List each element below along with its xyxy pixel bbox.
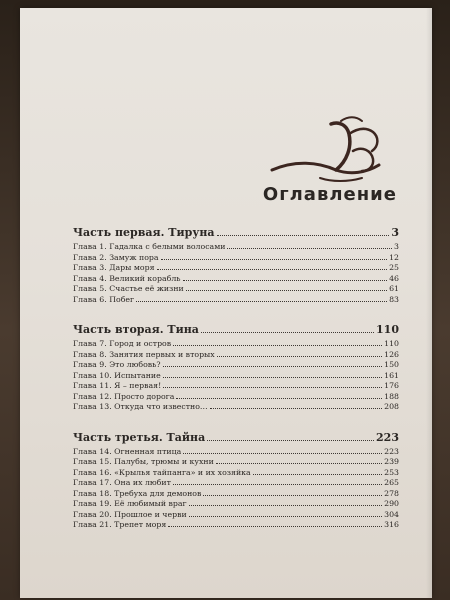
chapter-page-number: 12 [389, 252, 399, 262]
dot-leader [176, 398, 382, 399]
dot-leader [217, 356, 382, 357]
chapter-page-number: 161 [384, 370, 399, 380]
chapter-title: Глава 13. Откуда что известно… [73, 402, 208, 411]
book-page [20, 8, 432, 598]
chapter-title: Глава 12. Просто дорога [73, 391, 175, 401]
chapter-page-number: 25 [389, 263, 399, 272]
chapter-page-number: 290 [384, 499, 399, 508]
chapter-page-number: 126 [384, 349, 399, 359]
chapter-title: Глава 8. Занятия первых и вторых [73, 349, 215, 359]
part-page-number: 110 [376, 323, 399, 336]
dot-leader [163, 366, 383, 367]
chapter-title: Глава 14. Огненная птица [73, 446, 182, 456]
dot-leader [227, 248, 392, 249]
chapter-row [73, 350, 399, 361]
chapter-title: Глава 10. Испытание [73, 370, 161, 380]
chapter-page-number: 110 [384, 339, 399, 348]
chapter-row [73, 457, 399, 468]
dot-leader [253, 474, 382, 475]
chapter-page-number: 46 [389, 273, 399, 283]
chapter-page-number: 265 [384, 478, 399, 487]
chapter-page-number: 253 [384, 467, 399, 477]
chapter-row [73, 360, 399, 371]
chapter-page-number: 239 [384, 457, 399, 466]
chapter-page-number: 208 [384, 402, 399, 411]
dot-leader [207, 440, 374, 441]
part-title: Часть первая. Тируна [73, 226, 215, 239]
dot-leader [168, 526, 382, 527]
chapter-title: Глава 9. Это любовь? [73, 360, 161, 369]
dot-leader [163, 377, 382, 378]
chapter-title: Глава 1. Гадалка с белыми волосами [73, 242, 226, 251]
part-page-number: 3 [391, 226, 399, 239]
chapter-row [73, 371, 399, 382]
toc-part [73, 226, 399, 305]
chapter-row [73, 381, 399, 392]
dot-leader [189, 516, 382, 517]
part-title: Часть третья. Тайна [73, 430, 206, 444]
chapter-page-number: 83 [389, 294, 399, 304]
chapter-title: Глава 5. Счастье её жизни [73, 284, 184, 293]
chapter-title: Глава 18. Требуха для демонов [73, 488, 202, 498]
toc-part [73, 431, 399, 531]
chapter-row [73, 499, 399, 510]
part-title: Часть вторая. Тина [73, 323, 199, 336]
chapter-title: Глава 4. Великий корабль [73, 273, 181, 283]
chapter-row [73, 520, 399, 531]
page-edge-shadow [426, 8, 432, 598]
chapter-title: Глава 21. Трепет моря [73, 520, 167, 529]
chapter-page-number: 223 [384, 446, 399, 456]
part-row [73, 226, 399, 239]
dot-leader [183, 280, 388, 281]
part-row [73, 431, 399, 444]
chapter-page-number: 316 [384, 520, 399, 529]
chapter-row [73, 274, 399, 285]
dot-leader [216, 463, 382, 464]
chapter-row [73, 339, 399, 350]
part-page-number: 223 [376, 430, 399, 444]
dot-leader [217, 235, 390, 236]
part-row [73, 323, 399, 336]
chapter-row [73, 253, 399, 264]
chapter-row [73, 402, 399, 413]
dot-leader [210, 408, 382, 409]
dot-leader [157, 269, 388, 270]
chapter-title: Глава 20. Прошлое и черви [73, 509, 187, 519]
chapter-row [73, 447, 399, 458]
chapter-title: Глава 19. Её любимый враг [73, 499, 187, 508]
chapter-title: Глава 11. Я – первая! [73, 381, 162, 390]
chapter-row [73, 510, 399, 521]
chapter-page-number: 304 [384, 509, 399, 519]
chapter-page-number: 61 [389, 284, 399, 293]
chapter-row [73, 263, 399, 274]
chapter-title: Глава 2. Замуж пора [73, 252, 159, 262]
wave-ornament-icon [270, 112, 385, 186]
chapter-row [73, 284, 399, 295]
dot-leader [186, 290, 387, 291]
dot-leader [136, 301, 387, 302]
chapter-page-number: 150 [384, 360, 399, 369]
dot-leader [163, 387, 382, 388]
dot-leader [183, 453, 382, 454]
dot-leader [173, 484, 382, 485]
chapter-title: Глава 7. Город и остров [73, 339, 172, 348]
chapter-title: Глава 17. Она их любит [73, 478, 171, 487]
chapter-title: Глава 3. Дары моря [73, 263, 155, 272]
toc-title: Оглавление [262, 184, 397, 205]
chapter-row [73, 468, 399, 479]
chapter-row [73, 295, 399, 306]
dot-leader [189, 505, 382, 506]
chapter-row [73, 392, 399, 403]
toc-part [73, 323, 399, 413]
dot-leader [173, 345, 382, 346]
dot-leader [161, 259, 388, 260]
chapter-row [73, 489, 399, 500]
chapter-page-number: 176 [384, 381, 399, 390]
chapter-title: Глава 16. «Крылья тайпанга» и их хозяйка [73, 467, 251, 477]
chapter-page-number: 278 [384, 488, 399, 498]
chapter-row [73, 478, 399, 489]
chapter-page-number: 3 [394, 242, 399, 251]
dot-leader [203, 495, 382, 496]
dot-leader [201, 332, 374, 333]
chapter-page-number: 188 [384, 391, 399, 401]
table-of-contents [73, 226, 399, 549]
chapter-title: Глава 6. Побег [73, 294, 135, 304]
chapter-row [73, 242, 399, 253]
chapter-title: Глава 15. Палубы, трюмы и кухни [73, 457, 214, 466]
